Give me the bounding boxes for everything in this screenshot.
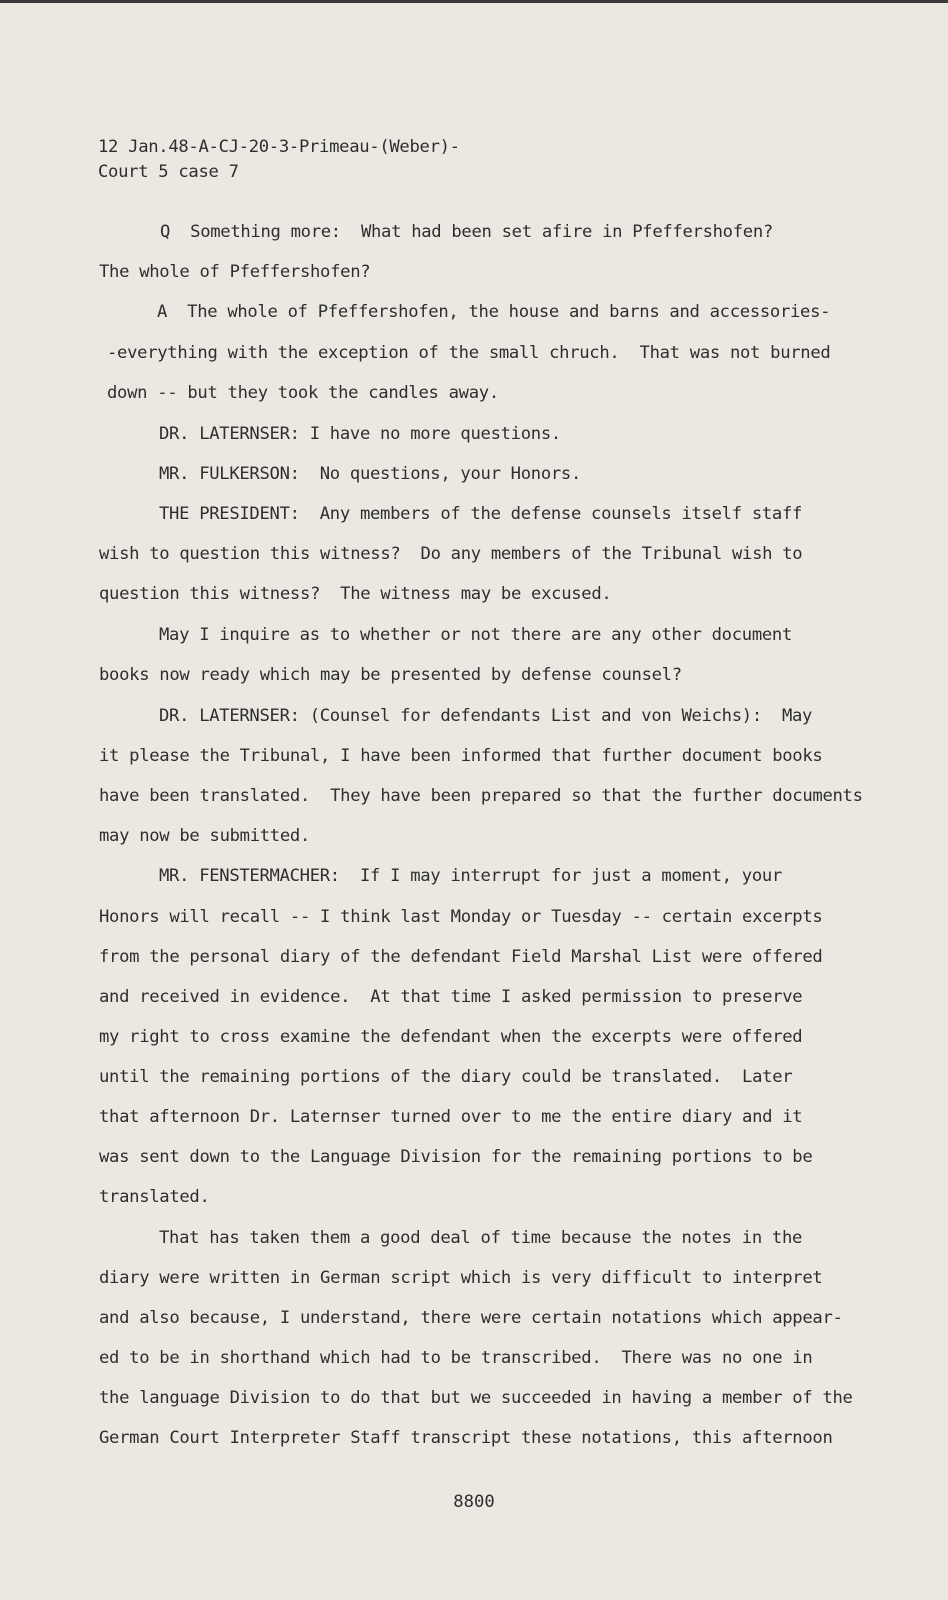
body-line: and also because, I understand, there were certain notations which appear- bbox=[99, 1308, 843, 1328]
page-top-edge bbox=[0, 0, 948, 3]
body-line: ed to be in shorthand which had to be transcribed. There was no one in bbox=[99, 1348, 813, 1368]
body-line: that afternoon Dr. Laternser turned over to me the entire diary and it bbox=[99, 1107, 803, 1127]
body-line: MR. FENSTERMACHER: If I may interrupt for just a moment, your bbox=[159, 866, 782, 886]
body-line: diary were written in German script which is very difficult to interpret bbox=[99, 1268, 823, 1288]
body-line: That has taken them a good deal of time because the notes in the bbox=[159, 1228, 803, 1248]
body-line: the language Division to do that but we succeeded in having a member of the bbox=[99, 1388, 853, 1408]
body-line: and received in evidence. At that time I asked permission to preserve bbox=[99, 987, 803, 1007]
body-line: The whole of Pfeffershofen? bbox=[99, 262, 371, 282]
body-line: DR. LATERNSER: (Counsel for defendants List and von Weichs): May bbox=[159, 706, 813, 726]
body-line: books now ready which may be presented by defense counsel? bbox=[99, 665, 682, 685]
body-line: Q Something more: What had been set afire in Pfeffershofen? bbox=[160, 222, 773, 242]
body-line: until the remaining portions of the diary could be translated. Later bbox=[99, 1067, 793, 1087]
body-line: may now be submitted. bbox=[99, 826, 311, 846]
body-line: MR. FULKERSON: No questions, your Honors. bbox=[159, 464, 582, 484]
body-line: wish to question this witness? Do any members of the Tribunal wish to bbox=[99, 544, 803, 564]
body-line: translated. bbox=[99, 1187, 210, 1207]
header-line-2: Court 5 case 7 bbox=[98, 162, 239, 182]
header-line-1: 12 Jan.48-A-CJ-20-3-Primeau-(Weber)- bbox=[98, 137, 460, 157]
body-line: was sent down to the Language Division for the remaining portions to be bbox=[99, 1147, 813, 1167]
body-line: DR. LATERNSER: I have no more questions. bbox=[159, 424, 561, 444]
body-line: from the personal diary of the defendant Field Marshal List were offered bbox=[99, 947, 823, 967]
body-line: -everything with the exception of the small chruch. That was not burned bbox=[107, 343, 831, 363]
page-number: 8800 bbox=[453, 1492, 495, 1512]
body-line: have been translated. They have been prepared so that the further documents bbox=[99, 786, 863, 806]
body-line: question this witness? The witness may be excused. bbox=[99, 584, 612, 604]
body-line: Honors will recall -- I think last Monday or Tuesday -- certain excerpts bbox=[99, 907, 823, 927]
body-line: German Court Interpreter Staff transcript these notations, this afternoon bbox=[99, 1428, 833, 1448]
body-line: May I inquire as to whether or not there are any other document bbox=[159, 625, 793, 645]
body-line: down -- but they took the candles away. bbox=[107, 383, 499, 403]
body-line: THE PRESIDENT: Any members of the defense counsels itself staff bbox=[159, 504, 803, 524]
body-line: it please the Tribunal, I have been informed that further document books bbox=[99, 746, 823, 766]
body-line: A The whole of Pfeffershofen, the house and barns and accessories- bbox=[157, 302, 831, 322]
body-line: my right to cross examine the defendant when the excerpts were offered bbox=[99, 1027, 803, 1047]
